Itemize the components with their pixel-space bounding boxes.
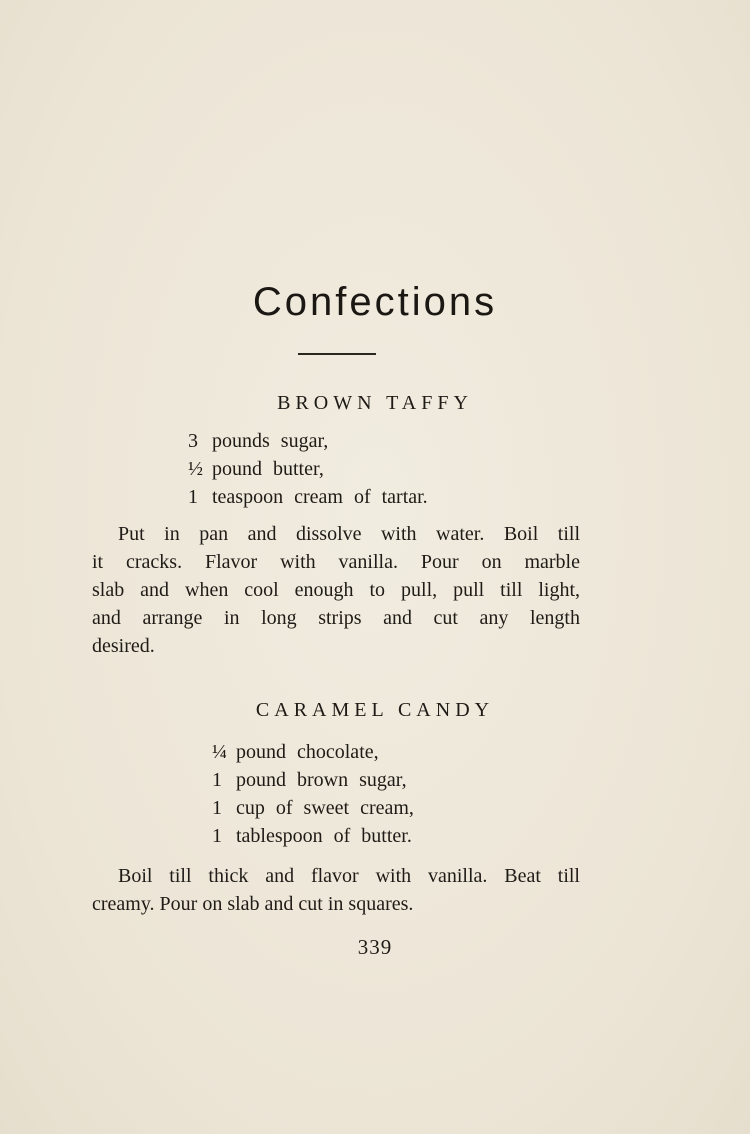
instructions-caramel-candy bbox=[92, 862, 580, 918]
paragraph-line: Boil till thick and flavor with vanilla. Beat till bbox=[118, 865, 580, 887]
title-divider bbox=[298, 353, 376, 355]
ingredient-qty: ½ bbox=[188, 458, 203, 480]
ingredient-item bbox=[188, 455, 428, 483]
ingredient-qty: 1 bbox=[212, 769, 222, 791]
ingredient-qty: 1 bbox=[212, 797, 222, 819]
ingredient-item bbox=[212, 766, 414, 794]
ingredient-text: pound brown sugar, bbox=[236, 769, 407, 791]
ingredient-qty: 1 bbox=[188, 486, 198, 508]
ingredient-text: tablespoon of butter. bbox=[236, 825, 412, 847]
paragraph-line: slab and when cool enough to pull, pull till light, bbox=[92, 579, 580, 601]
page-number: 339 bbox=[357, 935, 393, 959]
paragraph-line: it cracks. Flavor with vanilla. Pour on marble bbox=[92, 551, 580, 573]
ingredient-text: teaspoon cream of tartar. bbox=[212, 486, 428, 508]
ingredient-text: pound butter, bbox=[212, 458, 324, 480]
ingredient-list-brown-taffy bbox=[188, 427, 428, 511]
ingredient-item bbox=[188, 483, 428, 511]
paragraph-line: desired. bbox=[92, 635, 155, 657]
ingredient-qty: ¼ bbox=[212, 741, 227, 763]
ingredient-text: pound chocolate, bbox=[236, 741, 379, 763]
instructions-brown-taffy bbox=[92, 520, 580, 660]
ingredient-item bbox=[212, 738, 414, 766]
page-title: Confections bbox=[252, 280, 498, 324]
ingredient-qty: 3 bbox=[188, 430, 198, 452]
ingredient-text: pounds sugar, bbox=[212, 430, 329, 452]
paragraph-line: Put in pan and dissolve with water. Boil till bbox=[118, 523, 580, 545]
ingredient-text: cup of sweet cream, bbox=[236, 797, 414, 819]
paragraph-line: and arrange in long strips and cut any length bbox=[92, 607, 580, 629]
recipe-heading-caramel-candy: CARAMEL CANDY bbox=[255, 699, 495, 721]
ingredient-qty: 1 bbox=[212, 825, 222, 847]
ingredient-item bbox=[212, 794, 414, 822]
paragraph-line: creamy. Pour on slab and cut in squares. bbox=[92, 893, 414, 915]
ingredient-item bbox=[212, 822, 414, 850]
ingredient-item bbox=[188, 427, 428, 455]
recipe-heading-brown-taffy: BROWN TAFFY bbox=[277, 392, 473, 414]
ingredient-list-caramel-candy bbox=[212, 738, 414, 850]
